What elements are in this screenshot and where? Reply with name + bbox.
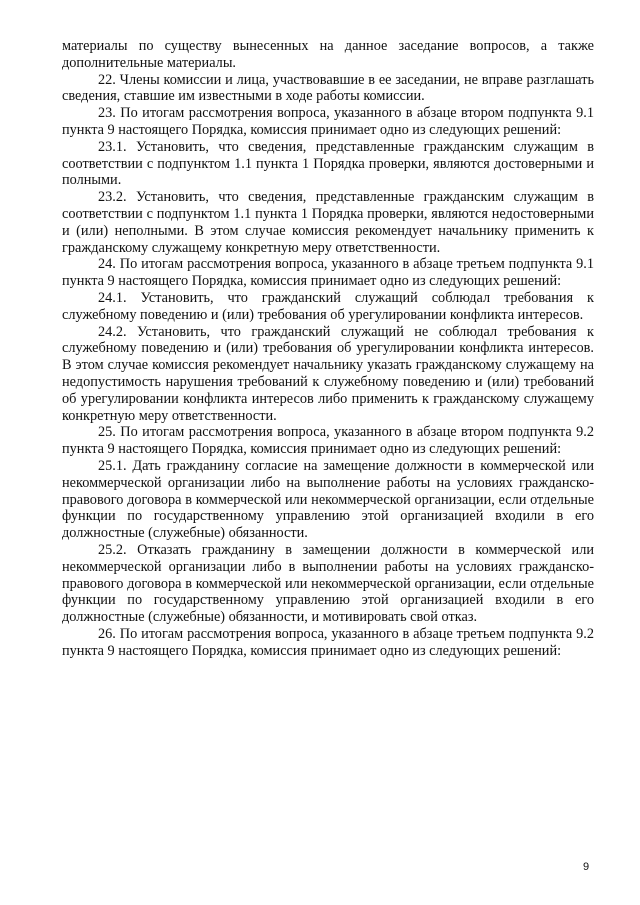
paragraph-26: 26. По итогам рассмотрения вопроса, указанного в абзаце третьем подпункта 9.2 пункта 9 настоящего Порядка, комиссия принимает одно из следующих решений: <box>62 625 594 659</box>
paragraph-22: 22. Члены комиссии и лица, участвовавшие в ее заседании, не вправе разглашать сведения, ставшие им известными в ходе работы комиссии. <box>62 71 594 105</box>
paragraph-continuation: материалы по существу вынесенных на данное заседание вопросов, а также дополнительные материалы. <box>62 38 594 71</box>
paragraph-25: 25. По итогам рассмотрения вопроса, указанного в абзаце втором подпункта 9.2 пункта 9 настоящего Порядка, комиссия принимает одно из следующих решений: <box>62 424 594 458</box>
paragraph-23-2: 23.2. Установить, что сведения, представленные гражданским служащим в соответствии с подпунктом 1.1 пункта 1 Порядка проверки, являются недостоверными и (или) неполными. В этом случае комиссия рекомендует начальнику применить к гражданскому служащему конкретную меру ответственности. <box>62 189 594 256</box>
paragraph-23-1: 23.1. Установить, что сведения, представленные гражданским служащим в соответствии с подпунктом 1.1 пункта 1 Порядка проверки, являются достоверными и полными. <box>62 138 594 189</box>
paragraph-24-2: 24.2. Установить, что гражданский служащий не соблюдал требования к служебному поведению и (или) требования об урегулировании конфликта интересов. В этом случае комиссия рекомендует начальнику указать гражданскому служащему на недопустимость нарушения требований к служебному поведению и (или) требований об урегулировании конфликта интересов либо применить к гражданскому служащему конкретную меру ответственности. <box>62 323 594 424</box>
paragraph-25-1: 25.1. Дать гражданину согласие на замещение должности в коммерческой или некоммерческой организации либо на выполнение работы на условиях гражданско-правового договора в коммерческой или некоммерческой организации, если отдельные функции по государственному управлению этой организацией входили в его должностные (служебные) обязанности. <box>62 457 594 542</box>
paragraph-24-1: 24.1. Установить, что гражданский служащий соблюдал требования к служебному поведению и (или) требования об урегулировании конфликта интересов. <box>62 289 594 323</box>
paragraph-24: 24. По итогам рассмотрения вопроса, указанного в абзаце третьем подпункта 9.1 пункта 9 настоящего Порядка, комиссия принимает одно из следующих решений: <box>62 256 594 290</box>
page-number: 9 <box>583 861 590 873</box>
body-text <box>62 38 594 659</box>
paragraph-25-2: 25.2. Отказать гражданину в замещении должности в коммерческой или некоммерческой организации либо в выполнении работы на условиях гражданско-правового договора в коммерческой или некоммерческой организации, если отдельные функции по государственному управлению этой организацией входили в его должностные (служебные) обязанности, и мотивировать свой отказ. <box>62 541 594 626</box>
paragraph-23: 23. По итогам рассмотрения вопроса, указанного в абзаце втором подпункта 9.1 пункта 9 настоящего Порядка, комиссия принимает одно из следующих решений: <box>62 105 594 138</box>
